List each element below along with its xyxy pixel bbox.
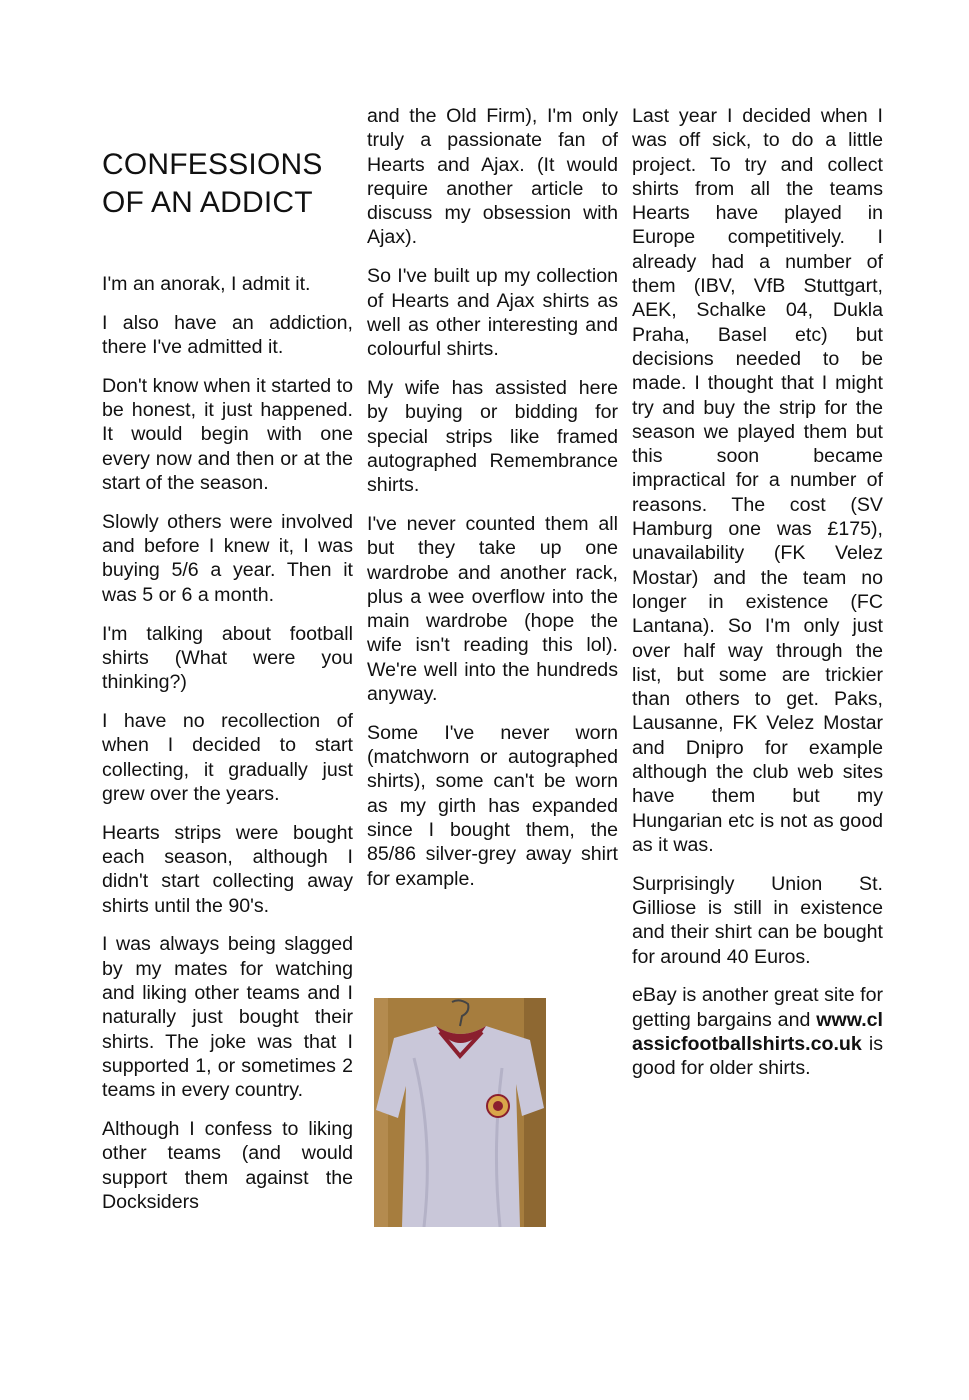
article-column-1 bbox=[102, 146, 353, 1229]
website-link[interactable]: www.classicfootballshirts.co.uk bbox=[632, 1008, 883, 1055]
paragraph: I'm an anorak, I admit it. bbox=[102, 273, 311, 295]
paragraph: Although I confess to liking other teams (and would support them against the Docksiders bbox=[102, 1117, 353, 1213]
paragraph: I'm talking about football shirts (What were you thinking?) bbox=[102, 622, 353, 694]
paragraph: Last year I decided when I was off sick, to do a little project. To try and collect shirts from all the teams Hearts have played in Europe competitively. I already had a number of them (IBV, VfB Stuttgart, AEK, Schalke 04, Dukla Praha, Basel etc) but decisions needed to be made. I thought that I might try and buy the strip for the season we played them but this soon became impractical for a number of reasons. The cost (SV Hamburg one was £175), unavailability (FK Velez Mostar) and the team no longer in existence (FC Lantana). So I'm only just over half way through the list, but some are trickier than others to get. Paks, Lausanne, FK Velez Mostar and Dnipro for example although the club web sites have them but my Hungarian etc is not as good as it was. bbox=[632, 105, 883, 856]
paragraph: I've never counted them all but they take up one wardrobe and another rack, plus a wee overflow into the main wardrobe (hope the wife isn't reading this lol). We're well into the hundreds anyway. bbox=[367, 512, 618, 706]
title-line-1: CONFESSIONS bbox=[102, 148, 323, 181]
paragraph: I was always being slagged by my mates for watching and liking other teams and I naturally just bought their shirts. The joke was that I supported 1, or sometimes 2 teams in every country. bbox=[102, 933, 353, 1102]
title-line-2: OF AN ADDICT bbox=[102, 186, 313, 219]
paragraph bbox=[632, 983, 883, 1080]
shirt-photo bbox=[374, 998, 546, 1227]
article-column-2 bbox=[367, 104, 618, 905]
paragraph: Surprisingly Union St. Gilliose is still in existence and their shirt can be bought for around 40 Euros. bbox=[632, 872, 883, 968]
paragraph: Some I've never worn (matchworn or autographed shirts), some can't be worn as my girth has expanded since I bought them, the 85/86 silver-grey away shirt for example. bbox=[367, 721, 618, 890]
article-title bbox=[102, 146, 353, 222]
paragraph: Slowly others were involved and before I knew it, I was buying 5/6 a year. Then it was 5 or 6 a month. bbox=[102, 510, 353, 606]
paragraph: Don't know when it started to be honest, it just happened. It would begin with one every now and then or at the start of the season. bbox=[102, 374, 353, 495]
article-column-3 bbox=[632, 104, 883, 1095]
paragraph: Hearts strips were bought each season, although I didn't start collecting away shirts until the 90's. bbox=[102, 821, 353, 917]
paragraph: I also have an addiction, there I've admitted it. bbox=[102, 311, 353, 359]
paragraph: My wife has assisted here by buying or bidding for special strips like framed autographed Remembrance shirts. bbox=[367, 376, 618, 497]
paragraph: I have no recollection of when I decided to start collecting, it gradually just grew over the years. bbox=[102, 709, 353, 805]
text-run: is good for older shirts. bbox=[632, 1032, 883, 1080]
shirt-illustration bbox=[374, 998, 546, 1227]
paragraph: and the Old Firm), I'm only truly a passionate fan of Hearts and Ajax. (It would require another article to discuss my obsession with Ajax). bbox=[367, 105, 618, 249]
paragraph: So I've built up my collection of Hearts and Ajax shirts as well as other interesting and colourful shirts. bbox=[367, 265, 618, 361]
text-run: eBay is another great site for getting bargains and bbox=[632, 984, 883, 1031]
